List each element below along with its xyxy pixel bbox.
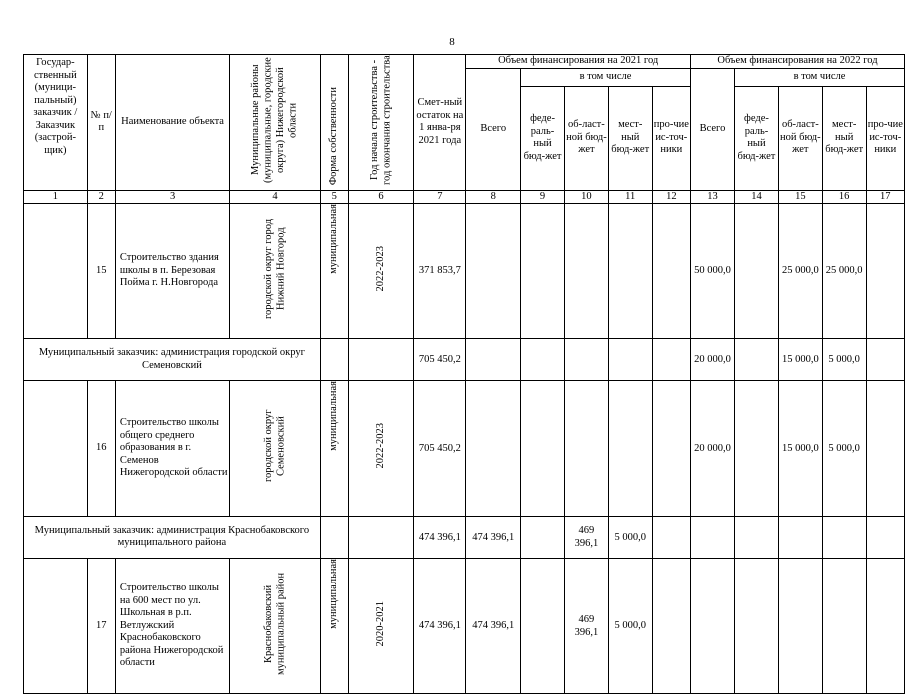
fin-2022-other — [866, 558, 904, 694]
fin-2022-federal — [735, 339, 779, 381]
object-name: Строительство здания школы в п. Березовая Пойма г. Н.Новгорода — [115, 203, 229, 339]
fin-2021-total: 474 396,1 — [466, 558, 521, 694]
years-text: 2020-2021 — [374, 600, 386, 647]
header-total-2021: Всего — [466, 68, 521, 190]
fin-2022-federal — [735, 516, 779, 558]
fin-2022-local — [822, 558, 866, 694]
column-number: 15 — [778, 190, 822, 203]
customer-label: Муниципальный заказчик: администрация Краснобаковского муниципального района — [24, 516, 321, 558]
fin-2021-other — [652, 516, 690, 558]
customer-cell — [24, 558, 88, 694]
estimate-value: 474 396,1 — [414, 516, 466, 558]
header-local-2022: мест-ный бюд-жет — [822, 86, 866, 190]
ownership-text: муниципальная — [328, 203, 340, 274]
column-number: 16 — [822, 190, 866, 203]
column-number: 13 — [690, 190, 734, 203]
column-number: 2 — [87, 190, 115, 203]
header-municipality — [230, 55, 321, 191]
customer-row — [24, 516, 905, 558]
column-number: 7 — [414, 190, 466, 203]
object-number: 17 — [87, 558, 115, 694]
column-numbers-row — [24, 190, 905, 203]
fin-2022-other — [866, 339, 904, 381]
years-cell — [348, 381, 414, 517]
customer-cell — [24, 203, 88, 339]
column-number: 14 — [735, 190, 779, 203]
fin-2022-total: 50 000,0 — [690, 203, 734, 339]
fin-2022-regional — [778, 516, 822, 558]
header-customer: Государ-ственный (муници-пальный) заказчик / Заказчик (застрой-щик) — [24, 55, 88, 191]
fin-2021-regional: 469 396,1 — [565, 516, 609, 558]
header-federal-2022: феде-раль-ный бюд-жет — [735, 86, 779, 190]
header-fin-2022: Объем финансирования на 2022 год — [690, 55, 904, 69]
fin-2021-federal — [521, 381, 565, 517]
fin-2021-other — [652, 203, 690, 339]
fin-2021-total — [466, 203, 521, 339]
object-name: Строительство школы общего среднего образования в г. Семенов Нижегородской области — [115, 381, 229, 517]
estimate-value: 474 396,1 — [414, 558, 466, 694]
column-number: 5 — [320, 190, 348, 203]
fin-2021-total — [466, 339, 521, 381]
column-number: 9 — [521, 190, 565, 203]
fin-2022-local: 5 000,0 — [822, 381, 866, 517]
fin-2022-regional — [778, 558, 822, 694]
fin-2021-federal — [521, 558, 565, 694]
fin-2022-total — [690, 516, 734, 558]
fin-2022-total: 20 000,0 — [690, 339, 734, 381]
fin-2021-local — [608, 339, 652, 381]
estimate-value: 705 450,2 — [414, 339, 466, 381]
fin-2021-federal — [521, 339, 565, 381]
fin-2021-other — [652, 339, 690, 381]
header-municipality-text: Муниципальные районы (муниципальные, городские округа) Нижегородской области — [250, 57, 299, 183]
years-cell — [348, 339, 414, 381]
header-incl-2022: в том числе — [735, 68, 905, 86]
page-number: 8 — [449, 36, 455, 48]
column-number: 3 — [115, 190, 229, 203]
column-number: 4 — [230, 190, 321, 203]
ownership-cell — [320, 339, 348, 381]
column-number: 10 — [565, 190, 609, 203]
ownership-cell — [320, 516, 348, 558]
object-name: Строительство школы на 600 мест по ул. Школьная в р.п. Ветлужский Краснобаковского района Нижегородской области — [115, 558, 229, 694]
fin-2021-local: 5 000,0 — [608, 558, 652, 694]
ownership-text: муниципальная — [328, 381, 340, 451]
fin-2021-total: 474 396,1 — [466, 516, 521, 558]
header-num: № п/п — [87, 55, 115, 191]
years-cell — [348, 203, 414, 339]
header-total-2022: Всего — [690, 68, 734, 190]
header-other-2022: про-чие ис-точ-ники — [866, 86, 904, 190]
fin-2021-regional — [565, 339, 609, 381]
customer-cell — [24, 381, 88, 517]
construction-objects-table — [23, 54, 905, 694]
fin-2021-other — [652, 381, 690, 517]
customer-label: Муниципальный заказчик: администрация городской округ Семеновский — [24, 339, 321, 381]
header-other-2021: про-чие ис-точ-ники — [652, 86, 690, 190]
fin-2022-other — [866, 516, 904, 558]
fin-2021-local — [608, 381, 652, 517]
fin-2022-total: 20 000,0 — [690, 381, 734, 517]
fin-2022-federal — [735, 558, 779, 694]
object-row — [24, 381, 905, 517]
fin-2022-local: 25 000,0 — [822, 203, 866, 339]
object-row — [24, 558, 905, 694]
municipality-text: городской округ Семеновский — [262, 409, 287, 483]
fin-2021-federal — [521, 516, 565, 558]
column-number: 11 — [608, 190, 652, 203]
years-text: 2022-2023 — [374, 423, 386, 469]
column-number: 6 — [348, 190, 414, 203]
header-ownership-text: Форма собственности — [328, 86, 340, 185]
header-estimate: Смет-ный остаток на 1 янва-ря 2021 года — [414, 55, 466, 191]
municipality-cell — [230, 203, 321, 339]
fin-2022-local: 5 000,0 — [822, 339, 866, 381]
years-cell — [348, 516, 414, 558]
header-fin-2021: Объем финансирования на 2021 год — [466, 55, 691, 69]
fin-2021-regional — [565, 203, 609, 339]
fin-2022-regional: 15 000,0 — [778, 381, 822, 517]
ownership-text: муниципальная — [328, 558, 340, 629]
municipality-text: Краснобаковский муниципальный район — [262, 572, 287, 675]
header-regional-2021: об-ласт-ной бюд-жет — [565, 86, 609, 190]
header-incl-2021: в том числе — [521, 68, 691, 86]
municipality-cell — [230, 381, 321, 517]
fin-2021-local — [608, 203, 652, 339]
ownership-cell — [320, 203, 348, 339]
fin-2022-other — [866, 381, 904, 517]
fin-2022-local — [822, 516, 866, 558]
fin-2022-federal — [735, 203, 779, 339]
column-number: 17 — [866, 190, 904, 203]
object-number: 16 — [87, 381, 115, 517]
municipality-cell — [230, 558, 321, 694]
header-federal-2021: феде-раль-ный бюд-жет — [521, 86, 565, 190]
fin-2022-total — [690, 558, 734, 694]
object-number: 15 — [87, 203, 115, 339]
header-ownership — [320, 55, 348, 191]
ownership-cell — [320, 558, 348, 694]
column-number: 1 — [24, 190, 88, 203]
customer-row — [24, 339, 905, 381]
column-number: 12 — [652, 190, 690, 203]
header-regional-2022: об-ласт-ной бюд-жет — [778, 86, 822, 190]
header-local-2021: мест-ный бюд-жет — [608, 86, 652, 190]
header-years — [348, 55, 414, 191]
header-years-text: Год начала строительства - год окончания строительства — [368, 55, 393, 185]
fin-2021-local: 5 000,0 — [608, 516, 652, 558]
estimate-value: 371 853,7 — [414, 203, 466, 339]
estimate-value: 705 450,2 — [414, 381, 466, 517]
fin-2022-federal — [735, 381, 779, 517]
fin-2021-regional: 469 396,1 — [565, 558, 609, 694]
fin-2021-other — [652, 558, 690, 694]
fin-2021-total — [466, 381, 521, 517]
fin-2021-regional — [565, 381, 609, 517]
object-row — [24, 203, 905, 339]
fin-2022-other — [866, 203, 904, 339]
fin-2021-federal — [521, 203, 565, 339]
fin-2022-regional: 15 000,0 — [778, 339, 822, 381]
municipality-text: городской округ город Нижний Новгород — [262, 218, 287, 319]
fin-2022-regional: 25 000,0 — [778, 203, 822, 339]
column-number: 8 — [466, 190, 521, 203]
years-text: 2022-2023 — [374, 245, 386, 292]
ownership-cell — [320, 381, 348, 517]
header-name: Наименование объекта — [115, 55, 229, 191]
years-cell — [348, 558, 414, 694]
